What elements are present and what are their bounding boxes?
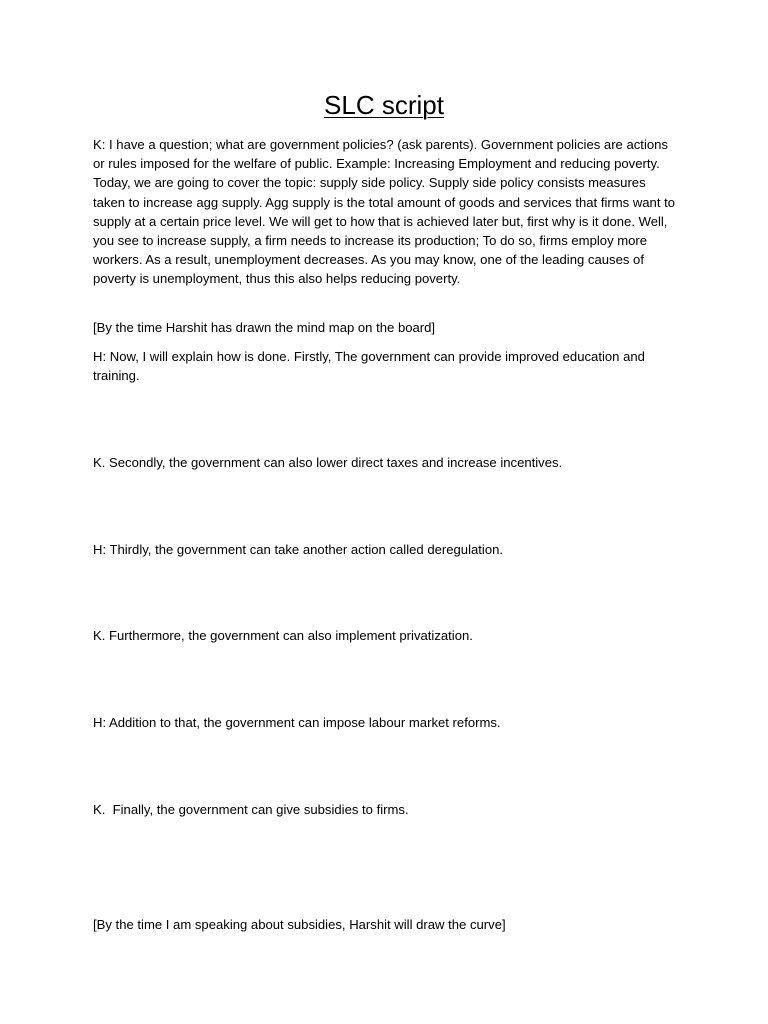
privatization-paragraph: K. Furthermore, the government can also implement privatization. bbox=[93, 628, 473, 643]
labour-reforms-paragraph: H: Addition to that, the government can impose labour market reforms. bbox=[93, 715, 501, 730]
subsidies-paragraph: K. Finally, the government can give subsidies to firms. bbox=[93, 802, 409, 817]
curve-stage-note: [By the time I am speaking about subsidies, Harshit will draw the curve] bbox=[93, 917, 506, 932]
taxes-paragraph: K. Secondly, the government can also lower direct taxes and increase incentives. bbox=[93, 455, 563, 470]
education-paragraph: H: Now, I will explain how is done. Firstly, The government can provide improved education and training. bbox=[93, 349, 645, 384]
mind-map-stage-note: [By the time Harshit has drawn the mind map on the board] bbox=[93, 320, 436, 335]
intro-paragraph: K: I have a question; what are government policies? (ask parents). Government policies are actions or rules imposed for the welfare of public. Example: Increasing Employment and reducing poverty. Today, we are going to cover the topic: supply side policy. Supply side policy consists measures taken to increase agg supply. Agg supply is the total amount of goods and services that firms want to supply at a certain price level. We will get to how that is achieved later but, first why is it done. Well, you see to increase supply, a firm needs to increase its production; To do so, firms employ more workers. As a result, unemployment decreases. As you may know, one of the leading causes of poverty is unemployment, thus this also helps reducing poverty. bbox=[93, 137, 676, 287]
deregulation-paragraph: H: Thirdly, the government can take another action called deregulation. bbox=[93, 542, 504, 557]
document-title: SLC script bbox=[324, 90, 444, 120]
